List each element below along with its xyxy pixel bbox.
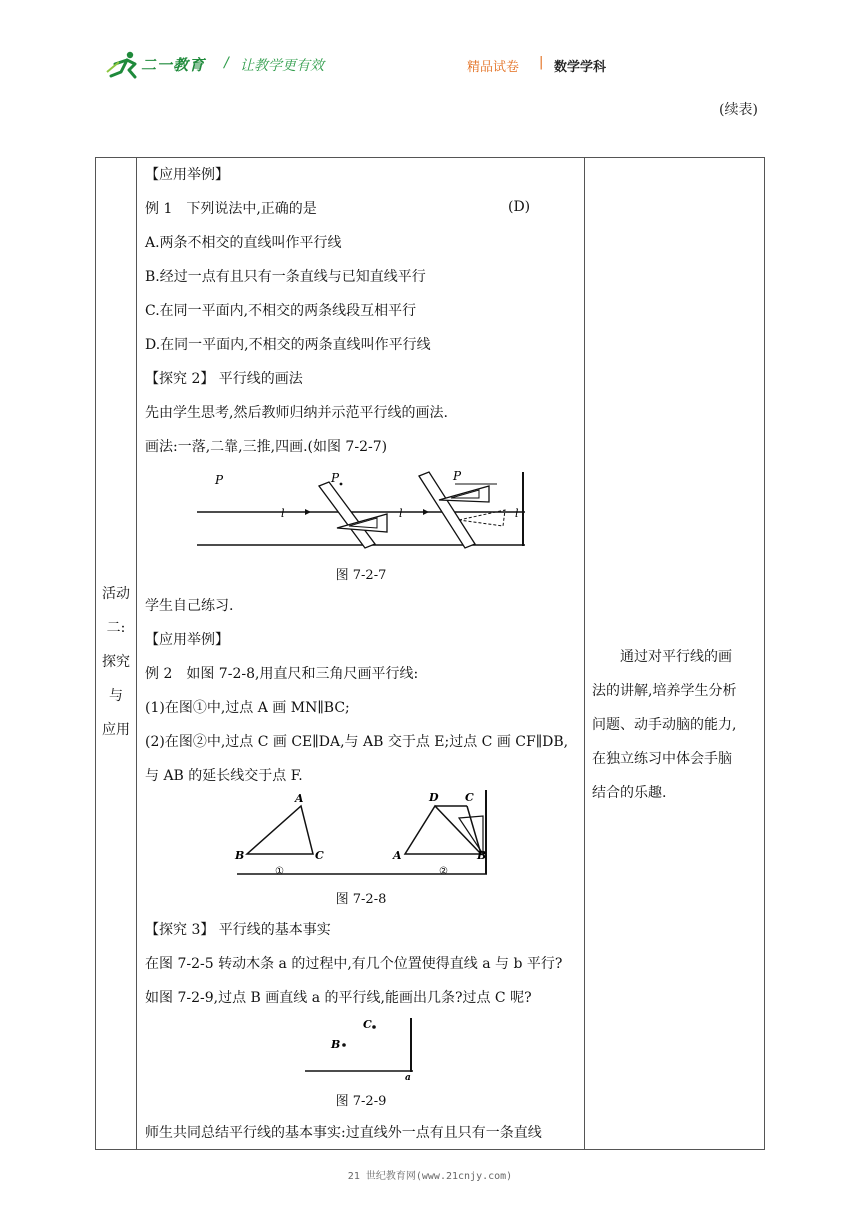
figure-caption: 图 7-2-7 (335, 568, 387, 583)
activity-label-line: 探究 (102, 654, 130, 670)
activity-cell (96, 158, 136, 1149)
design-intent-cell (592, 640, 758, 810)
vertex-label: B (235, 849, 245, 862)
page-footer: 21 世纪教育网(www.21cnjy.com) (347, 1171, 513, 1182)
activity-label-line: 与 (109, 688, 123, 704)
paragraph: 画法:一落,二靠,三推,四画.(如图 7-2-7) (145, 439, 388, 455)
paragraph: 在图 7-2-5 转动木条 a 的过程中,有几个位置使得直线 a 与 b 平行? (145, 956, 563, 972)
section-heading: 【探究 3】 平行线的基本事实 (145, 922, 331, 938)
section-heading: 【应用举例】 (145, 167, 229, 183)
point-label-b: B (331, 1038, 341, 1051)
logo-text: 二一教育 (141, 56, 206, 74)
paragraph: 师生共同总结平行线的基本事实:过直线外一点有且只有一条直线 (145, 1125, 542, 1141)
point-label-p: P (331, 471, 340, 485)
design-intent-line: 在独立练习中体会手脑 (592, 751, 732, 767)
point-label-p: P (453, 469, 462, 483)
point-label-p: P (215, 473, 224, 487)
design-intent-line: 法的讲解,培养学生分析 (592, 683, 737, 699)
vertex-label: C (315, 849, 324, 862)
vertex-label: A (295, 792, 304, 805)
line-label-l: l (281, 507, 285, 520)
vertex-label: A (393, 849, 402, 862)
brand-label: 精品试卷 (467, 60, 520, 75)
column-divider (136, 158, 137, 1149)
design-intent-line: 通过对平行线的画 (592, 649, 732, 665)
paragraph: 如图 7-2-9,过点 B 画直线 a 的平行线,能画出几条?过点 C 呢? (145, 990, 532, 1006)
figure-number: ② (439, 866, 448, 877)
brand-divider: | (539, 55, 544, 70)
continued-label: (续表) (719, 102, 758, 118)
page-header (0, 0, 860, 118)
vertex-label: B (477, 849, 487, 862)
figure-caption: 图 7-2-8 (335, 892, 387, 907)
example-2: 例 2 如图 7-2-8,用直尺和三角尺画平行线: (145, 666, 419, 682)
figure-number: ① (275, 866, 284, 877)
example-1-answer: (D) (508, 199, 531, 215)
option-b: B.经过一点有且只有一条直线与已知直线平行 (145, 269, 426, 285)
slogan-divider: / (224, 55, 229, 71)
line-label-l: l (399, 507, 403, 520)
section-heading: 【应用举例】 (145, 632, 229, 648)
figure-caption: 图 7-2-9 (335, 1094, 387, 1109)
example-1: 例 1 下列说法中,正确的是 (145, 201, 317, 217)
subject-label: 数学学科 (554, 60, 607, 75)
section-heading: 【探究 2】 平行线的画法 (145, 371, 303, 387)
example-2-part-2-cont: 与 AB 的延长线交于点 F. (145, 768, 303, 784)
example-2-part-1: (1)在图①中,过点 A 画 MN∥BC; (145, 700, 350, 716)
example-2-part-2: (2)在图②中,过点 C 画 CE∥DA,与 AB 交于点 E;过点 C 画 CF∥DB, (145, 734, 569, 750)
paragraph: 学生自己练习. (145, 598, 234, 614)
line-label-l: l (515, 507, 519, 520)
line-label-a: a (405, 1073, 411, 1083)
figure-7-2-7 (197, 470, 527, 550)
paragraph: 先由学生思考,然后教师归纳并示范平行线的画法. (145, 405, 448, 421)
slogan: 让教学更有效 (240, 58, 324, 74)
design-intent-line: 问题、动手动脑的能力, (592, 717, 737, 733)
figure-7-2-9 (305, 1016, 425, 1082)
figure-7-2-8 (237, 788, 497, 880)
option-a: A.两条不相交的直线叫作平行线 (145, 235, 342, 251)
activity-label-line: 活动 (102, 586, 130, 602)
activity-label-line: 应用 (102, 722, 130, 738)
vertex-label: C (465, 791, 474, 804)
activity-label-line: 二: (106, 620, 126, 636)
activity-label (96, 577, 136, 747)
column-divider (584, 158, 585, 1149)
point-label-c: C (363, 1018, 372, 1031)
vertex-label: D (429, 791, 439, 804)
lesson-table (95, 157, 765, 1150)
option-c: C.在同一平面内,不相交的两条线段互相平行 (145, 303, 417, 319)
option-d: D.在同一平面内,不相交的两条直线叫作平行线 (145, 337, 431, 353)
design-intent-line: 结合的乐趣. (592, 785, 667, 801)
